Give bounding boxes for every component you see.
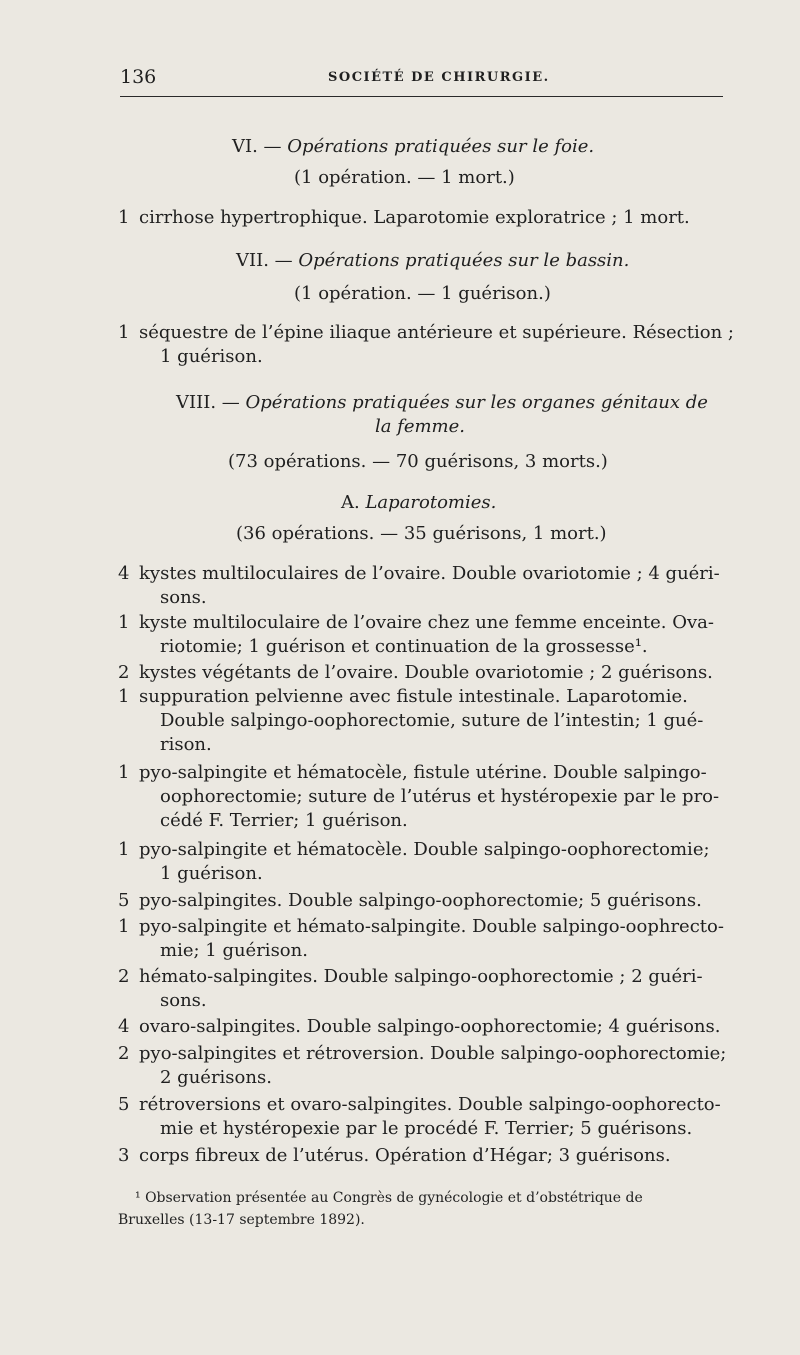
section-count-viii: (73 opérations. — 70 guérisons, 3 morts.) [228,451,608,472]
entry-text: suppuration pelvienne avec fistule intestinale. Laparotomie. [139,686,688,707]
section-count-vii: (1 opération. — 1 guérison.) [294,283,551,304]
entry-text: hémato-salpingites. Double salpingo-oophorectomie ; 2 guéri- [139,966,703,987]
entry-count: 5 [118,1094,130,1115]
entry-text: corps fibreux de l’utérus. Opération d’Hégar; 3 guérisons. [139,1145,671,1166]
entry-count: 1 [118,839,130,860]
entry-text: 2 guérisons. [160,1067,272,1088]
entry-text: kystes multiloculaires de l’ovaire. Double ovariotomie ; 4 guéri- [139,563,720,584]
entry-text: cirrhose hypertrophique. Laparotomie exploratrice ; 1 mort. [139,207,690,228]
entry-count: 1 [118,612,130,633]
entry-text: kyste multiloculaire de l’ovaire chez une femme enceinte. Ova- [139,612,714,633]
entry-text: sons. [160,990,207,1011]
section-title-vii: VII. — Opérations pratiquées sur le bassin. [236,250,630,271]
entry-text: rison. [160,734,212,755]
entry-count: 2 [118,662,130,683]
entry-count: 1 [118,916,130,937]
entry-text: cédé F. Terrier; 1 guérison. [160,810,408,831]
entry-text: rétroversions et ovaro-salpingites. Double salpingo-oophorecto- [139,1094,721,1115]
page-header [120,60,723,102]
entry-count: 1 [118,686,130,707]
entry-count: 1 [118,762,130,783]
entry-text: mie et hystéropexie par le procédé F. Terrier; 5 guérisons. [160,1118,693,1139]
subsection-count-a: (36 opérations. — 35 guérisons, 1 mort.) [236,523,607,544]
entry-count: 2 [118,966,130,987]
section-count-vi: (1 opération. — 1 mort.) [294,167,515,188]
entry-count: 1 [118,207,130,228]
entry-count: 4 [118,1016,130,1037]
entry-count: 4 [118,563,130,584]
entry-count: 5 [118,890,130,911]
entry-text: oophorectomie; suture de l’utérus et hystéropexie par le pro- [160,786,720,807]
running-title: SOCIÉTÉ DE CHIRURGIE. [328,70,550,85]
entry-text: Double salpingo-oophorectomie, suture de l’intestin; 1 gué- [160,710,704,731]
entry-text: 1 guérison. [160,346,263,367]
entry-text: riotomie; 1 guérison et continuation de la grossesse¹. [160,636,648,657]
entry-text: kystes végétants de l’ovaire. Double ovariotomie ; 2 guérisons. [139,662,713,683]
subsection-title-a: A. Laparotomies. [341,492,497,513]
section-title-viii-cont: la femme. [374,416,466,437]
entry-text: pyo-salpingite et hémato-salpingite. Double salpingo-oophrecto- [139,916,724,937]
entry-text: séquestre de l’épine iliaque antérieure et supérieure. Résection ; [139,322,734,343]
section-title-vi: VI. — Opérations pratiquées sur le foie. [232,136,595,157]
entry-text: pyo-salpingites. Double salpingo-oophorectomie; 5 guérisons. [139,890,702,911]
entry-count: 3 [118,1145,130,1166]
entry-text: mie; 1 guérison. [160,940,308,961]
page-number: 136 [120,66,157,88]
entry-count: 1 [118,322,130,343]
entry-text: sons. [160,587,207,608]
entry-text: pyo-salpingites et rétroversion. Double salpingo-oophorectomie; [139,1043,727,1064]
footnote-line: ¹ Observation présentée au Congrès de gynécologie et d’obstétrique de [135,1190,643,1206]
entry-text: pyo-salpingite et hématocèle, fistule utérine. Double salpingo- [139,762,707,783]
entry-text: ovaro-salpingites. Double salpingo-oophorectomie; 4 guérisons. [139,1016,721,1037]
footnote-line: Bruxelles (13-17 septembre 1892). [118,1212,365,1228]
section-title-viii: VIII. — Opérations pratiquées sur les organes génitaux de [176,392,708,413]
entry-text: 1 guérison. [160,863,263,884]
entry-text: pyo-salpingite et hématocèle. Double salpingo-oophorectomie; [139,839,710,860]
header-rule [120,96,723,97]
entry-count: 2 [118,1043,130,1064]
